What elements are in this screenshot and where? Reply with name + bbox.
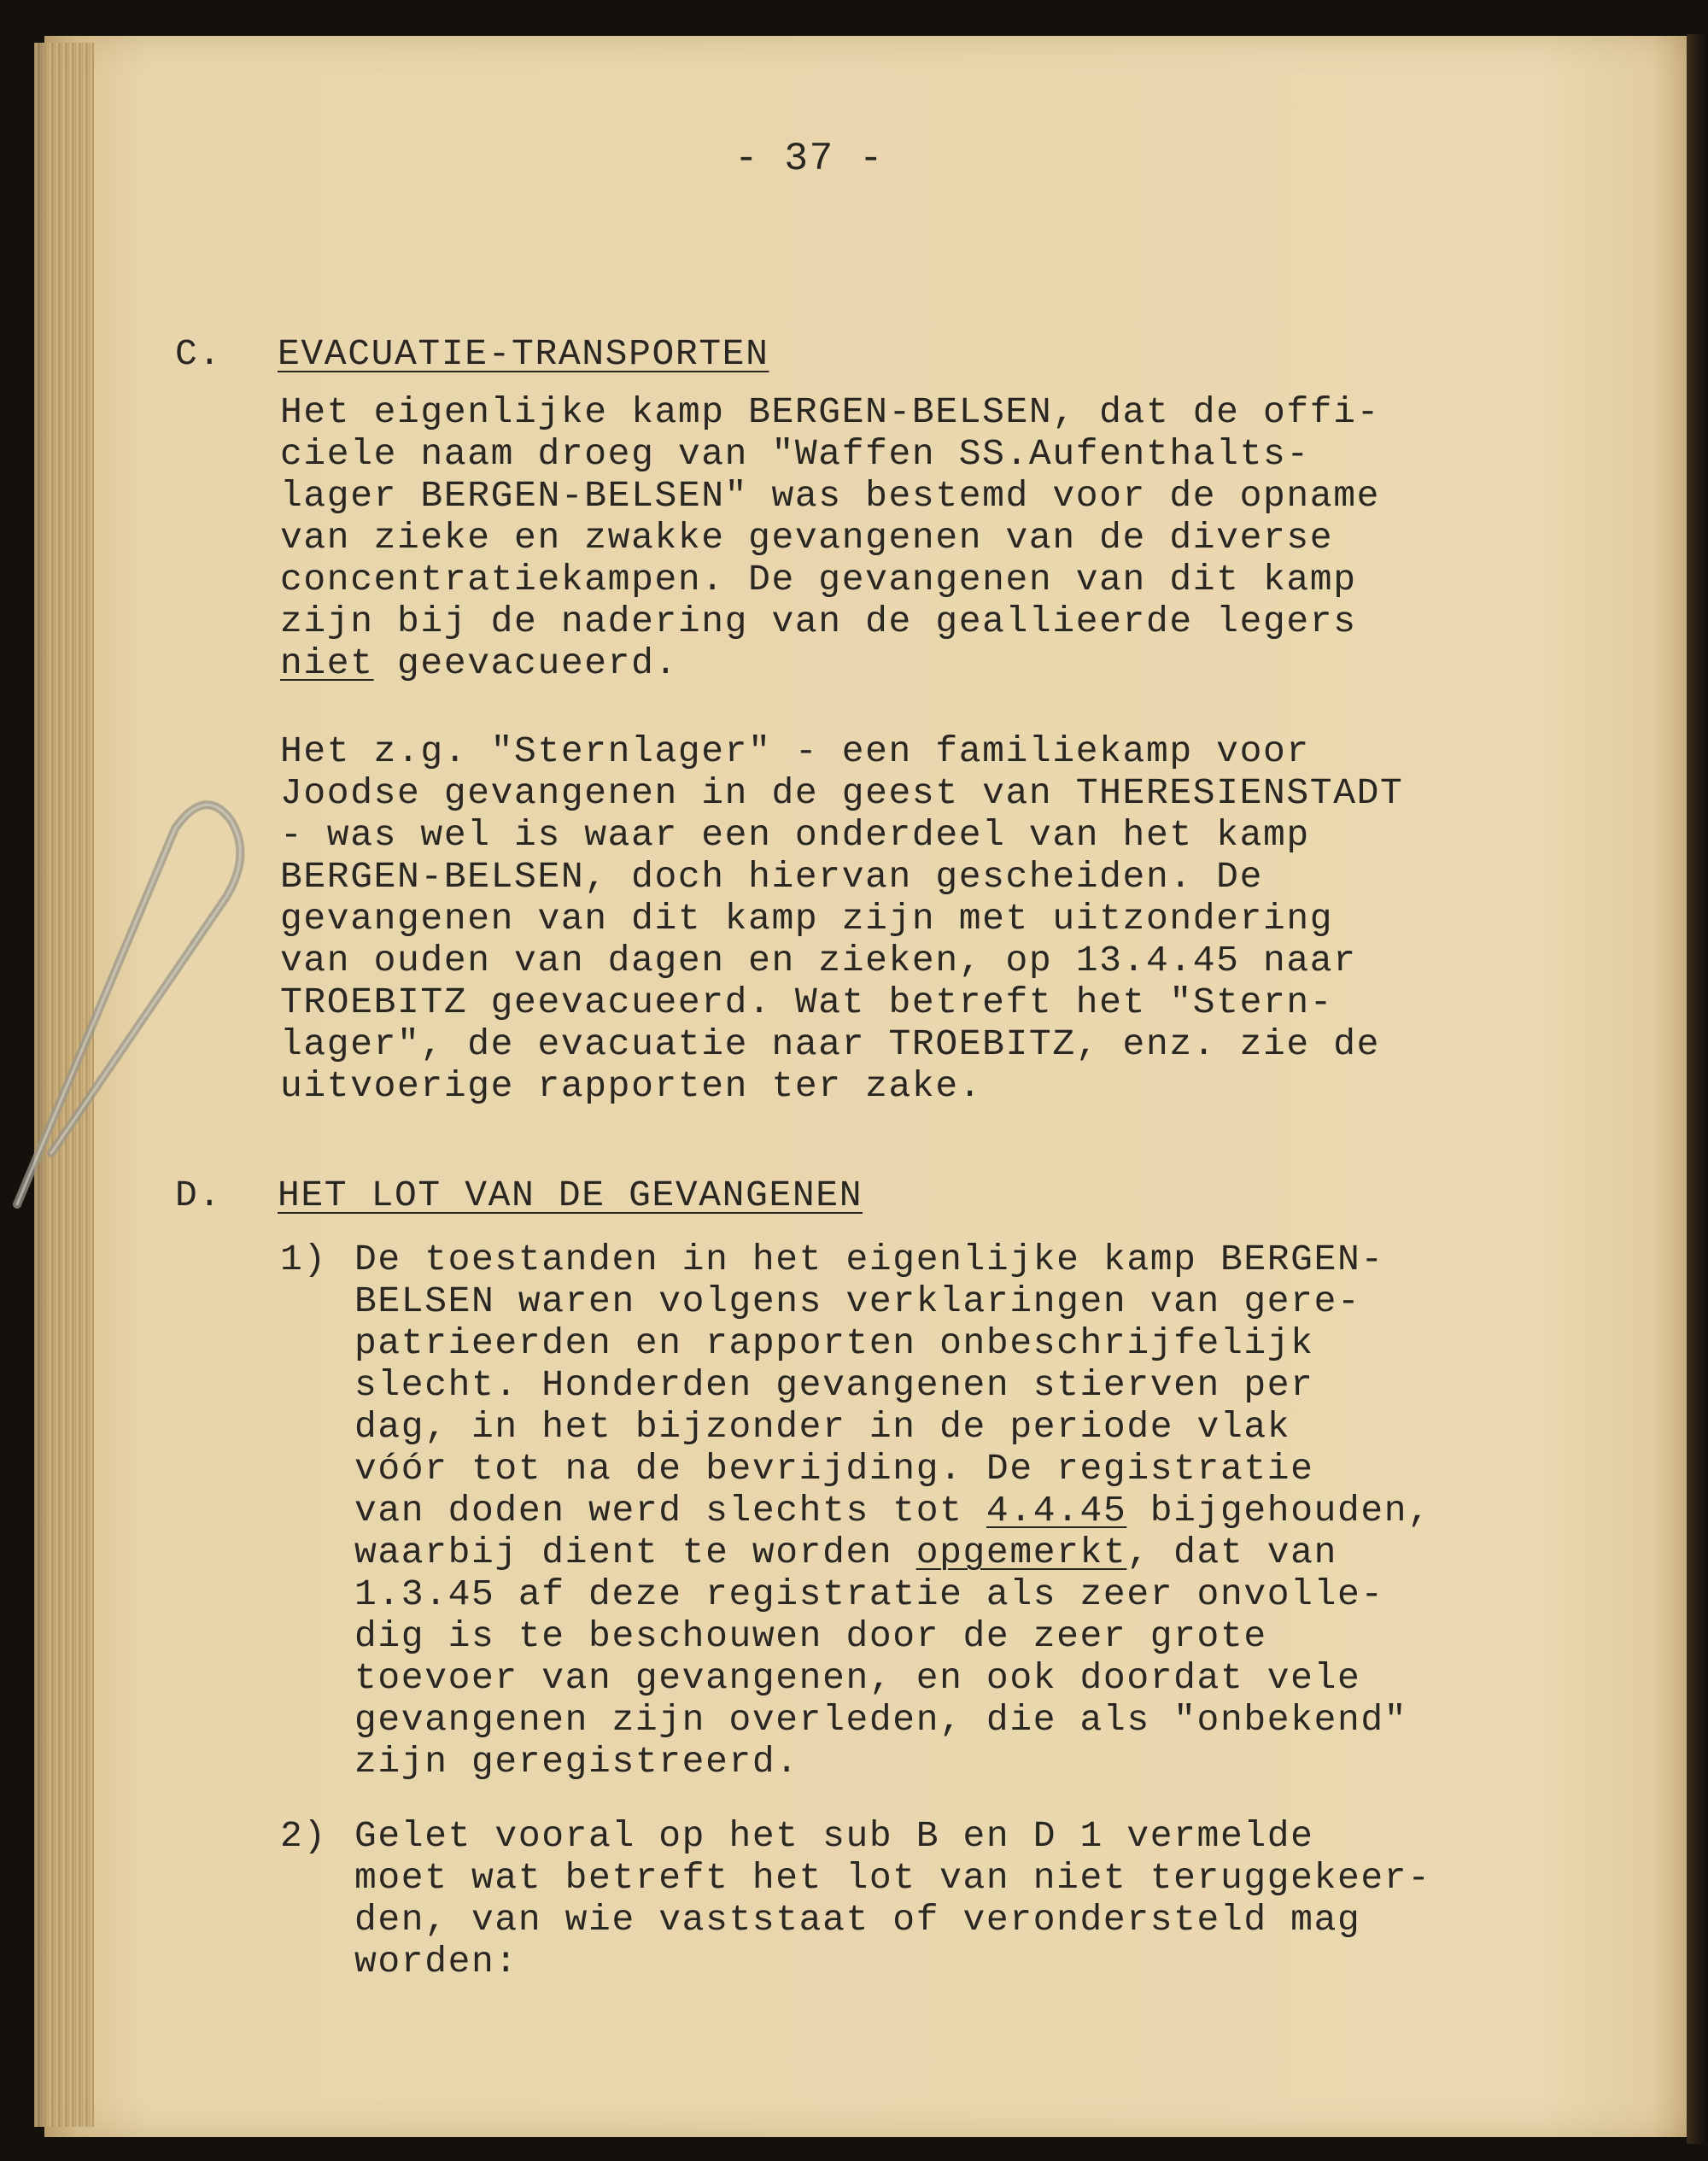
text-line: ciele naam droeg van "Waffen SS.Aufenthalts-: [280, 433, 1310, 475]
section-c-paragraph-1: [280, 391, 1380, 684]
text-line: van zieke en zwakke gevangenen van de diverse: [280, 517, 1334, 559]
text-line: worden:: [354, 1941, 518, 1982]
underlined-word: niet: [280, 642, 374, 684]
text-line: De toestanden in het eigenlijke kamp BERGEN-: [354, 1239, 1384, 1280]
item-2-text: [354, 1815, 1431, 1982]
text-line: Gelet vooral op het sub B en D 1 vermelde: [354, 1815, 1314, 1857]
section-c-paragraph-2: [280, 730, 1403, 1107]
text-line: lager", de evacuatie naar TROEBITZ, enz. zie de: [280, 1023, 1380, 1065]
text-line: Joodse gevangenen in de geest van THERESIENSTADT: [280, 772, 1404, 814]
text-line: zijn bij de nadering van de geallieerde legers: [280, 600, 1357, 642]
paperclip-icon: [0, 794, 248, 1221]
text-line: patrieerden en rapporten onbeschrijfelijk: [354, 1322, 1314, 1364]
book-gutter: [1687, 34, 1708, 2144]
text-line: van ouden van dagen en zieken, op 13.4.45 naar: [280, 940, 1357, 981]
text-fragment: , dat van: [1126, 1531, 1337, 1573]
item-1-text: [354, 1239, 1431, 1783]
text-line: toevoer van gevangenen, en ook doordat vele: [354, 1657, 1361, 1699]
text-line: TROEBITZ geevacueerd. Wat betreft het "Stern-: [280, 981, 1334, 1023]
section-letter-d: D.: [175, 1174, 222, 1216]
section-title-d: HET LOT VAN DE GEVANGENEN: [278, 1174, 863, 1216]
text-fragment: geevacueerd.: [373, 642, 678, 684]
section-title-c: EVACUATIE-TRANSPORTEN: [278, 333, 769, 375]
text-line: [354, 1531, 1431, 1573]
item-number-1: 1): [280, 1239, 327, 1280]
text-fragment: waarbij dient te worden: [354, 1531, 916, 1573]
text-line: moet wat betreft het lot van niet teruggekeer-: [354, 1857, 1431, 1899]
text-line: lager BERGEN-BELSEN" was bestemd voor de opname: [280, 475, 1380, 517]
text-line: Het z.g. "Sternlager" - een familiekamp voor: [280, 730, 1310, 772]
text-line: 1.3.45 af deze registratie als zeer onvolle-: [354, 1573, 1384, 1615]
text-line: - was wel is waar een onderdeel van het kamp: [280, 814, 1310, 856]
underlined-date: 4.4.45: [986, 1490, 1127, 1531]
text-line: den, van wie vaststaat of verondersteld mag: [354, 1899, 1361, 1941]
page-number: - 37 -: [734, 137, 885, 181]
text-line: Het eigenlijke kamp BERGEN-BELSEN, dat de offi-: [280, 391, 1380, 433]
text-line: slecht. Honderden gevangenen stierven per: [354, 1364, 1314, 1406]
item-number-2: 2): [280, 1815, 327, 1857]
underlined-word: opgemerkt: [915, 1531, 1127, 1573]
section-letter-c: C.: [175, 333, 222, 375]
text-line: vóór tot na de bevrijding. De registratie: [354, 1448, 1314, 1490]
text-line: dig is te beschouwen door de zeer grote: [354, 1615, 1267, 1657]
text-line: gevangenen zijn overleden, die als "onbekend": [354, 1699, 1408, 1741]
text-line: concentratiekampen. De gevangenen van dit kamp: [280, 559, 1357, 600]
text-line: BERGEN-BELSEN, doch hiervan gescheiden. De: [280, 856, 1263, 898]
text-line: gevangenen van dit kamp zijn met uitzondering: [280, 898, 1334, 940]
text-fragment: bijgehouden,: [1126, 1490, 1431, 1531]
text-line: dag, in het bijzonder in de periode vlak: [354, 1406, 1291, 1448]
text-line: [354, 1490, 1431, 1531]
text-fragment: van doden werd slechts tot: [354, 1490, 986, 1531]
text-line: uitvoerige rapporten ter zake.: [280, 1065, 983, 1107]
text-line: [280, 642, 1380, 684]
text-line: BELSEN waren volgens verklaringen van gere-: [354, 1280, 1361, 1322]
text-line: zijn geregistreerd.: [354, 1741, 799, 1783]
